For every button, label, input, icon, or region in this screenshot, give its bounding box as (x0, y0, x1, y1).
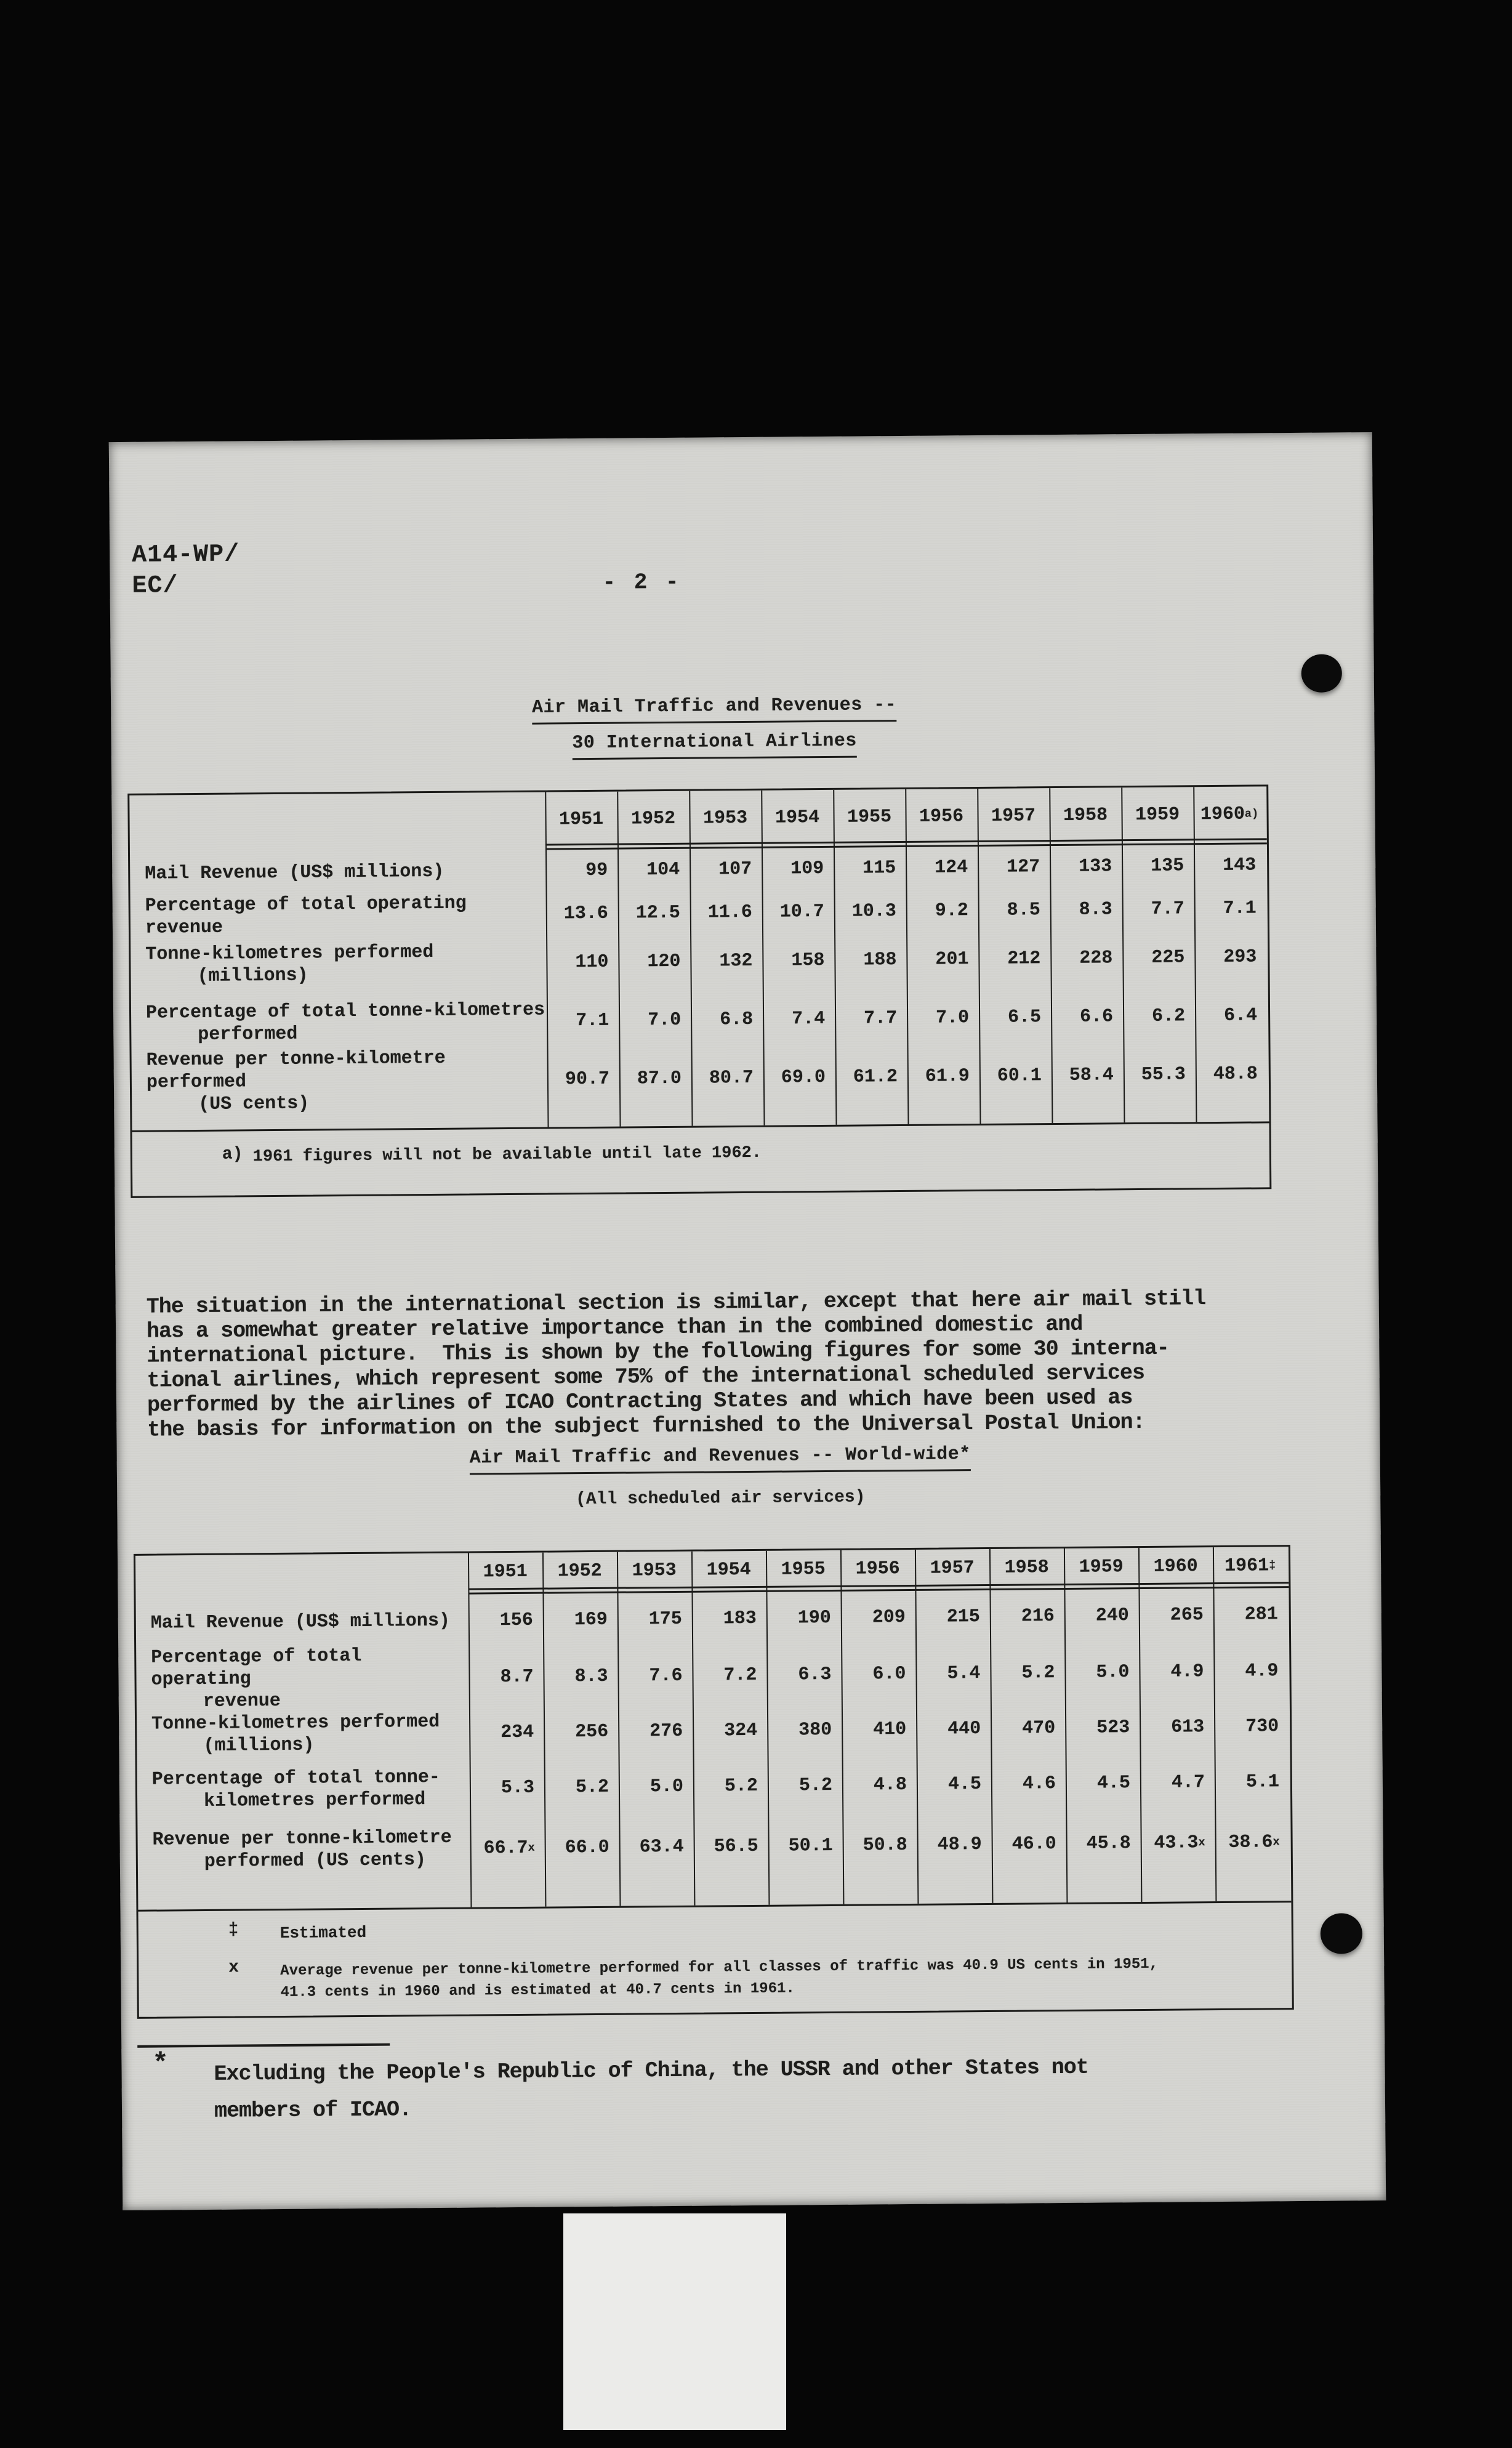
value-cell: 13.6 (563, 903, 608, 924)
table-row (132, 1044, 1269, 1115)
value-cell: 120 (647, 951, 681, 972)
value-cell: 4.8 (873, 1774, 907, 1796)
value-cell: 256 (575, 1721, 609, 1743)
value-cell: 12.5 (635, 902, 680, 924)
value-cell: 115 (863, 857, 896, 879)
row-values (469, 1699, 1290, 1760)
value-cell: 169 (574, 1609, 608, 1630)
table2-subtitle: (All scheduled air services) (575, 1488, 866, 1510)
document-reference-line1: A14-WP/ (132, 541, 240, 570)
row-label (130, 860, 545, 885)
year-cell: 1960 (1153, 1556, 1198, 1577)
value-cell: 8.3 (574, 1665, 608, 1688)
value-cell: 48.8 (1213, 1063, 1258, 1085)
value-cell: 9.2 (935, 900, 968, 922)
value-cell: 48.9 (937, 1834, 982, 1856)
footnote-marker: ‡ (228, 1920, 239, 1940)
value-cell: 324 (724, 1720, 758, 1742)
year-cell: 1961 ‡ (1224, 1555, 1276, 1577)
value-cell: 4.6 (1022, 1773, 1056, 1795)
value-cell: 61.2 (853, 1066, 898, 1088)
row-label (131, 892, 547, 939)
row-label-line1: Mail Revenue (US$ millions) (145, 861, 444, 885)
row-label-line1: Mail Revenue (US$ millions) (150, 1610, 451, 1634)
row-label-line2: kilometres performed (203, 1789, 426, 1812)
value-cell: 293 (1223, 946, 1257, 968)
year-cell: 1952 (630, 808, 676, 829)
row-label-line2: (US cents) (198, 1093, 310, 1115)
row-label-line1: Revenue per tonne-kilometre performed (146, 1047, 446, 1093)
year-cell: 1953 (702, 807, 748, 829)
year-cell: 1951 (558, 808, 604, 830)
value-cell: 132 (719, 950, 753, 972)
year-cell: 1955 (781, 1559, 826, 1580)
year-cell: 1951 (483, 1561, 528, 1583)
row-label-line1: Revenue per tonne-kilometre (152, 1827, 452, 1851)
value-cell: 8.7 (500, 1666, 534, 1688)
value-cell: 69.0 (781, 1066, 826, 1089)
value-cell: 7.2 (723, 1664, 757, 1686)
table-corner-cell (135, 1572, 468, 1575)
row-label-line1: Percentage of total operating (151, 1645, 362, 1691)
value-cell: 209 (872, 1606, 906, 1628)
value-cell: 188 (863, 949, 897, 971)
value-cell: 7.1 (576, 1010, 609, 1031)
value-cell: 190 (797, 1607, 831, 1629)
year-cell: 1958 (1063, 804, 1108, 826)
year-cell: 1954 (706, 1559, 751, 1581)
value-cell: 5.1 (1245, 1771, 1280, 1793)
table2-title-line: Air Mail Traffic and Revenues -- World-wide* (470, 1444, 971, 1475)
value-cell: 228 (1079, 947, 1113, 969)
value-cell: 43.3 x (1154, 1832, 1205, 1854)
row-label (137, 1711, 470, 1758)
value-cell: 5.3 (501, 1777, 535, 1799)
value-cell: 4.9 (1170, 1661, 1204, 1683)
row-label (132, 1046, 548, 1116)
value-cell: 135 (1151, 855, 1184, 877)
value-cell: 5.2 (724, 1775, 758, 1797)
bottom-footnote (152, 2049, 1088, 2130)
row-values (470, 1754, 1291, 1816)
row-label (137, 1766, 470, 1813)
value-cell: 66.7 x (483, 1837, 535, 1859)
year-cell: 1957 (991, 805, 1036, 827)
value-cell: 6.4 (1223, 1004, 1258, 1026)
value-cell: 380 (798, 1719, 832, 1741)
document-page (109, 432, 1386, 2210)
value-cell: 276 (649, 1720, 683, 1742)
value-cell: 7.4 (791, 1008, 826, 1029)
year-cell: 1956 (855, 1558, 900, 1580)
row-label-line2: performed (US cents) (204, 1849, 427, 1872)
value-cell: 5.0 (649, 1776, 684, 1798)
year-cell: 1957 (930, 1558, 975, 1579)
value-cell: 11.6 (707, 901, 752, 923)
value-cell: 6.8 (719, 1009, 754, 1030)
bottom-footnote-rule (137, 2043, 390, 2048)
year-cell: 1960 a) (1200, 803, 1259, 825)
value-cell: 61.9 (925, 1065, 970, 1087)
value-cell: 4.9 (1245, 1661, 1279, 1682)
row-label (136, 1645, 469, 1713)
value-cell: 50.1 (788, 1835, 833, 1857)
table-row (136, 1643, 1290, 1712)
table-row (130, 841, 1268, 898)
punch-hole-mark (1301, 654, 1342, 693)
value-cell: 99 (585, 860, 608, 881)
row-label (136, 1609, 468, 1634)
table-international-airlines (127, 784, 1271, 1198)
value-cell: 109 (790, 858, 824, 879)
value-cell: 201 (935, 948, 969, 970)
value-cell: 212 (1007, 948, 1041, 970)
value-cell: 440 (947, 1718, 981, 1740)
value-cell: 58.4 (1069, 1064, 1114, 1086)
row-values (468, 1585, 1289, 1649)
value-cell: 225 (1151, 946, 1185, 968)
value-cell: 143 (1223, 854, 1257, 876)
value-cell: 8.5 (1007, 899, 1040, 921)
table-corner-cell (130, 819, 545, 823)
table-worldwide (134, 1545, 1294, 2019)
value-cell: 60.1 (997, 1065, 1042, 1087)
value-cell: 5.4 (947, 1663, 981, 1685)
value-cell: 50.8 (863, 1834, 907, 1856)
value-cell: 55.3 (1141, 1063, 1186, 1085)
footnote-marker: x (228, 1958, 239, 1978)
year-cell: 1953 (632, 1560, 677, 1582)
footnote-text: 1961 figures will not be available until late 1962. (252, 1143, 762, 1167)
value-cell: 63.4 (639, 1836, 684, 1858)
value-cell: 240 (1095, 1604, 1129, 1627)
row-label-line1: Percentage of total tonne-kilometres (145, 999, 545, 1024)
row-label-line2: (millions) (203, 1734, 315, 1757)
value-cell: 124 (935, 856, 968, 879)
punch-hole-mark (1321, 1913, 1363, 1954)
value-cell: 133 (1079, 855, 1112, 877)
table2-title (412, 1443, 1029, 1510)
white-card (563, 2213, 786, 2430)
value-cell: 613 (1171, 1717, 1205, 1738)
value-cell: 6.3 (798, 1664, 832, 1686)
row-label-line2: performed (198, 1023, 298, 1045)
estimated-footnote (228, 1915, 1292, 1945)
body-paragraph: The situation in the international section is similar, except that here air mail still has a somewhat greater relative importance than in the combined domestic and international picture. This is shown by the following figures for some 30 interna- tional airlines, which represent some 75% of the international scheduled services performed by the airlines of ICAO Contracting States and which have been used as the basis for information on the subject furnished to the Universal Postal Union: (146, 1286, 1206, 1443)
value-cell: 175 (648, 1608, 682, 1630)
value-cell: 216 (1021, 1605, 1055, 1627)
value-cell: 7.7 (1151, 898, 1184, 920)
value-cell: 5.2 (798, 1774, 833, 1797)
table-row (137, 1754, 1291, 1819)
value-cell: 104 (646, 859, 680, 880)
value-cell: 46.0 (1011, 1833, 1056, 1855)
table2-footnotes (138, 1902, 1292, 2005)
value-cell: 470 (1022, 1718, 1056, 1739)
value-cell: 45.8 (1086, 1832, 1131, 1854)
footnote-marker: a) (222, 1145, 243, 1164)
year-cell: 1958 (1004, 1557, 1049, 1579)
row-label (137, 1826, 470, 1873)
row-values (470, 1810, 1291, 1880)
value-cell: 4.5 (1096, 1773, 1131, 1794)
year-cell: 1956 (919, 805, 964, 827)
value-cell: 7.0 (648, 1009, 682, 1031)
value-cell: 158 (791, 949, 825, 971)
value-cell: 281 (1244, 1603, 1278, 1625)
value-cell: 107 (718, 858, 752, 880)
row-label-line1: Tonne-kilometres performed (145, 941, 434, 965)
table1-title (406, 693, 1023, 761)
value-cell: 10.3 (851, 900, 896, 922)
value-cell: 6.0 (872, 1663, 906, 1685)
value-cell: 87.0 (637, 1068, 682, 1089)
year-cell: 1959 (1079, 1556, 1124, 1578)
value-cell: 215 (946, 1606, 980, 1627)
value-cell: 523 (1096, 1717, 1130, 1739)
value-cell: 10.7 (779, 901, 824, 923)
table-row (135, 1585, 1289, 1653)
value-cell: 56.5 (714, 1835, 758, 1857)
row-label-line2: revenue (203, 1690, 281, 1712)
table-row (137, 1810, 1291, 1883)
page-number: - 2 - (602, 569, 682, 595)
value-cell: 265 (1170, 1604, 1204, 1626)
value-cell: 6.5 (1007, 1006, 1042, 1028)
bottom-footnote-text: Excluding the People's Republic of China, the USSR and other States not members of ICAO. (214, 2055, 1088, 2124)
row-values (468, 1643, 1290, 1705)
value-cell: 4.5 (947, 1774, 982, 1795)
value-cell: 4.7 (1171, 1772, 1205, 1794)
value-cell: 234 (501, 1721, 534, 1744)
value-cell: 410 (873, 1718, 907, 1741)
value-cell: 80.7 (709, 1067, 754, 1089)
row-label-line1: Percentage of total tonne- (151, 1766, 441, 1790)
value-cell: 5.2 (1021, 1662, 1055, 1684)
value-cell: 8.3 (1079, 898, 1112, 920)
value-cell: 5.0 (1096, 1662, 1130, 1683)
average-revenue-footnote (228, 1952, 1292, 2004)
value-cell: 7.0 (935, 1007, 970, 1029)
document-reference (132, 539, 240, 602)
footnote-text: Average revenue per tonne-kilometre performed for all classes of traffic was 40.9 US cents in 1951, 41.3 cents in 1960 and is estimated at 40.7 cents in 1961. (280, 1955, 1159, 2001)
row-label-line1: Percentage of total operating revenue (145, 893, 467, 939)
row-label (131, 999, 547, 1046)
value-cell: 7.6 (649, 1665, 683, 1687)
table1-title-line2: 30 International Airlines (572, 731, 857, 760)
value-cell: 6.2 (1151, 1005, 1186, 1027)
footnote-text: Estimated (279, 1923, 367, 1943)
value-cell: 7.7 (863, 1007, 898, 1029)
value-cell: 66.0 (565, 1837, 609, 1858)
value-cell: 5.2 (575, 1776, 609, 1798)
year-cell: 1954 (774, 807, 820, 829)
value-cell: 156 (499, 1609, 533, 1631)
value-cell: 127 (1007, 856, 1040, 878)
asterisk-marker: * (152, 2048, 169, 2080)
row-label-line2: (millions) (197, 965, 308, 987)
row-label (131, 940, 547, 988)
table1-title-line1: Air Mail Traffic and Revenues -- (532, 695, 896, 725)
year-cell: 1955 (846, 806, 892, 828)
year-cell: 1952 (557, 1560, 602, 1582)
year-cell: 1959 (1135, 803, 1180, 826)
value-cell: 183 (723, 1608, 757, 1629)
value-cell: 90.7 (565, 1068, 610, 1090)
table-row (131, 986, 1269, 1053)
value-cell: 110 (575, 951, 609, 973)
value-cell: 38.6 x (1228, 1831, 1280, 1853)
row-label-line1: Tonne-kilometres performed (151, 1711, 440, 1735)
value-cell: 6.6 (1079, 1005, 1114, 1028)
document-reference-line2: EC/ (132, 572, 179, 600)
value-cell: 730 (1245, 1716, 1279, 1737)
value-cell: 7.1 (1223, 897, 1257, 919)
